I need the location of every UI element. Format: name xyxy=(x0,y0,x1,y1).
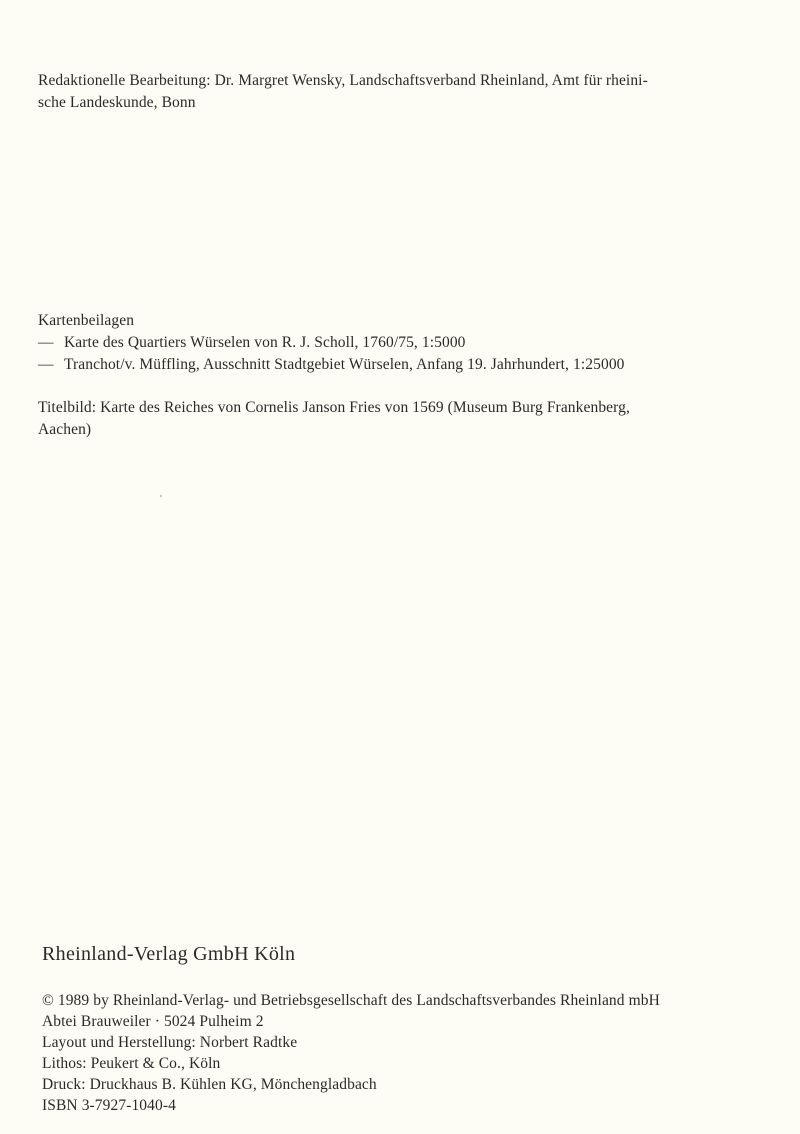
address-line: Abtei Brauweiler · 5024 Pulheim 2 xyxy=(42,1013,264,1030)
lithos-credit-line: Lithos: Peukert & Co., Köln xyxy=(42,1055,221,1072)
title-image-line-2: Aachen) xyxy=(38,421,92,438)
copyright-line: © 1989 by Rheinland-Verlag- und Betriebsgesellschaft des Landschaftsverbandes Rheinland mbH xyxy=(42,992,660,1009)
editorial-line-2: sche Landeskunde, Bonn xyxy=(38,94,196,111)
editorial-credit xyxy=(38,70,758,114)
paper-speck xyxy=(160,495,162,497)
map-item-text: Tranchot/v. Müffling, Ausschnitt Stadtgebiet Würselen, Anfang 19. Jahrhundert, 1:25000 xyxy=(64,356,625,373)
print-credit-line: Druck: Druckhaus B. Kühlen KG, Mönchengladbach xyxy=(42,1076,377,1093)
map-item-text: Karte des Quartiers Würselen von R. J. Scholl, 1760/75, 1:5000 xyxy=(64,334,466,351)
map-supplements-heading: Kartenbeilagen xyxy=(38,312,135,329)
dash-bullet: — xyxy=(38,334,54,351)
imprint xyxy=(42,990,762,1116)
layout-credit-line: Layout und Herstellung: Norbert Radtke xyxy=(42,1034,298,1051)
isbn-line: ISBN 3-7927-1040-4 xyxy=(42,1097,176,1114)
publisher-name: Rheinland-Verlag GmbH Köln xyxy=(42,943,296,965)
map-supplements xyxy=(38,310,758,376)
map-item xyxy=(38,354,758,376)
title-image-credit xyxy=(38,397,758,441)
map-item xyxy=(38,332,758,354)
editorial-line-1: Redaktionelle Bearbeitung: Dr. Margret Wensky, Landschaftsverband Rheinland, Amt für rheini- xyxy=(38,72,648,89)
dash-bullet: — xyxy=(38,356,54,373)
title-image-line-1: Titelbild: Karte des Reiches von Cornelis Janson Fries von 1569 (Museum Burg Frankenberg, xyxy=(38,399,630,416)
